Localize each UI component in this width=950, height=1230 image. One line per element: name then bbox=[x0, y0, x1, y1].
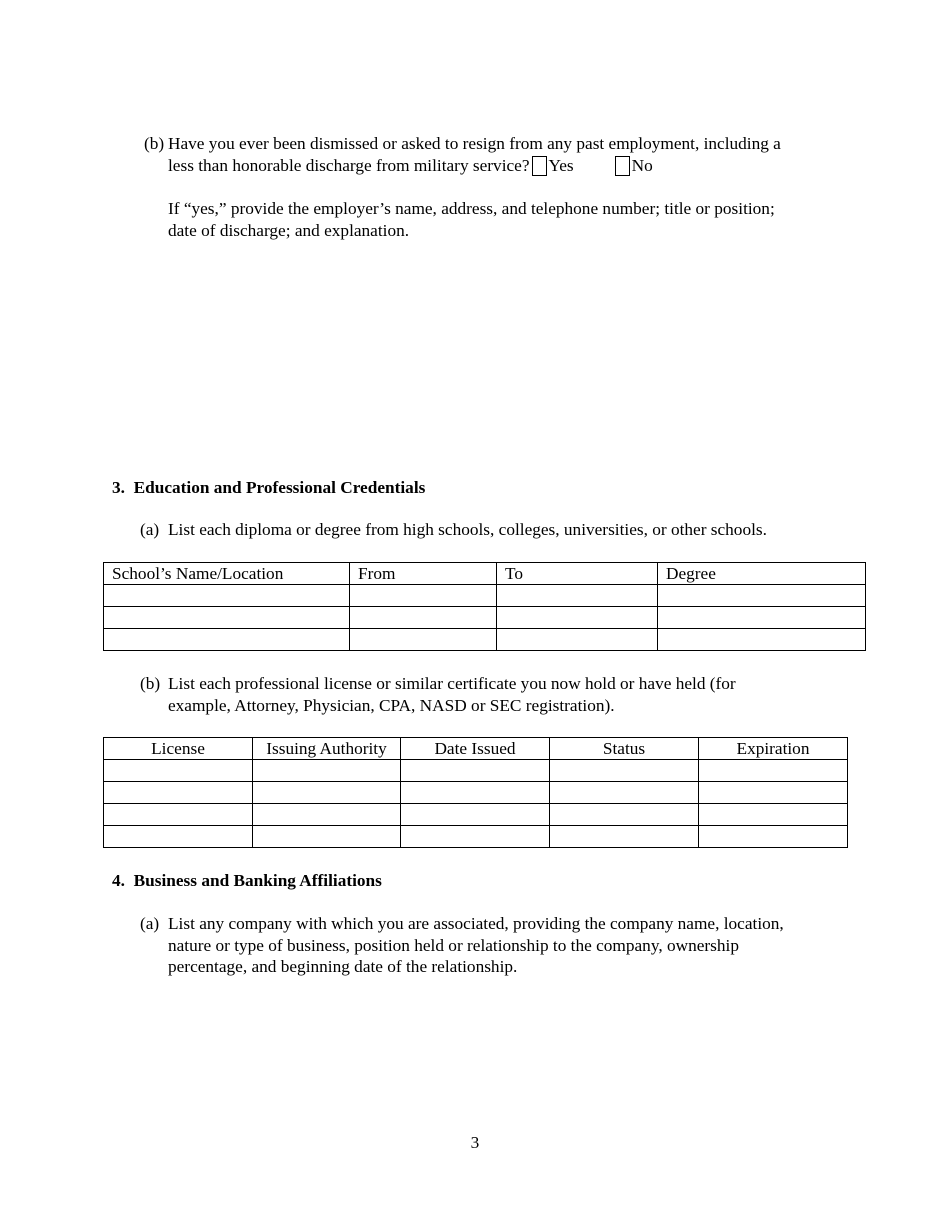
table-row bbox=[104, 826, 848, 848]
table-cell[interactable] bbox=[401, 804, 550, 826]
section4a-line2: nature or type of business, position held or relationship to the company, ownership bbox=[168, 935, 739, 955]
table-cell[interactable] bbox=[497, 607, 658, 629]
table-cell[interactable] bbox=[104, 804, 253, 826]
license-header-license: License bbox=[104, 738, 253, 760]
q2b-line2-text: less than honorable discharge from military service? bbox=[168, 155, 530, 175]
section4a-marker: (a) bbox=[140, 914, 160, 933]
table-cell[interactable] bbox=[550, 782, 699, 804]
table-cell[interactable] bbox=[401, 826, 550, 848]
license-header-date-issued: Date Issued bbox=[401, 738, 550, 760]
table-cell[interactable] bbox=[104, 760, 253, 782]
table-cell[interactable] bbox=[497, 585, 658, 607]
section3a-text: List each diploma or degree from high schools, colleges, universities, or other schools. bbox=[168, 520, 767, 539]
section3b-marker: (b) bbox=[140, 674, 161, 693]
table-cell[interactable] bbox=[550, 826, 699, 848]
section3b-line2: example, Attorney, Physician, CPA, NASD or SEC registration). bbox=[168, 695, 615, 715]
table-row bbox=[104, 782, 848, 804]
education-table bbox=[103, 562, 866, 651]
education-header-school: School’s Name/Location bbox=[104, 563, 350, 585]
license-header-issuing-authority: Issuing Authority bbox=[253, 738, 401, 760]
table-cell[interactable] bbox=[658, 629, 866, 651]
page-number: 3 bbox=[470, 1133, 480, 1152]
q2b-question bbox=[168, 133, 888, 176]
q2b-line1: Have you ever been dismissed or asked to resign from any past employment, including a bbox=[168, 134, 781, 153]
yes-label: Yes bbox=[548, 155, 574, 175]
license-header-status: Status bbox=[550, 738, 699, 760]
table-cell[interactable] bbox=[401, 760, 550, 782]
license-header-row bbox=[104, 738, 848, 760]
table-cell[interactable] bbox=[699, 826, 848, 848]
table-row bbox=[104, 607, 866, 629]
table-cell[interactable] bbox=[104, 585, 350, 607]
table-cell[interactable] bbox=[104, 629, 350, 651]
table-cell[interactable] bbox=[497, 629, 658, 651]
section3a-marker: (a) bbox=[140, 520, 160, 539]
yes-checkbox[interactable] bbox=[532, 156, 547, 176]
table-cell[interactable] bbox=[104, 782, 253, 804]
education-header-from: From bbox=[350, 563, 497, 585]
table-cell[interactable] bbox=[253, 760, 401, 782]
table-cell[interactable] bbox=[104, 826, 253, 848]
section4-heading: 4. Business and Banking Affiliations bbox=[112, 871, 382, 890]
q2b-marker: (b) bbox=[144, 134, 165, 153]
table-cell[interactable] bbox=[550, 760, 699, 782]
table-cell[interactable] bbox=[350, 607, 497, 629]
q2b-followup-line1: If “yes,” provide the employer’s name, address, and telephone number; title or position; bbox=[168, 199, 775, 218]
q2b-followup-line2: date of discharge; and explanation. bbox=[168, 220, 410, 240]
table-row bbox=[104, 629, 866, 651]
q2b-line2 bbox=[168, 155, 888, 177]
license-header-expiration: Expiration bbox=[699, 738, 848, 760]
education-header-to: To bbox=[497, 563, 658, 585]
license-table bbox=[103, 737, 848, 848]
table-cell[interactable] bbox=[699, 804, 848, 826]
table-cell[interactable] bbox=[699, 782, 848, 804]
section3b-line1: List each professional license or similar certificate you now hold or have held (for bbox=[168, 674, 736, 693]
table-cell[interactable] bbox=[658, 607, 866, 629]
education-header-row bbox=[104, 563, 866, 585]
table-cell[interactable] bbox=[350, 629, 497, 651]
table-row bbox=[104, 804, 848, 826]
table-cell[interactable] bbox=[253, 782, 401, 804]
section4a-line1: List any company with which you are associated, providing the company name, location, bbox=[168, 914, 784, 933]
table-cell[interactable] bbox=[104, 607, 350, 629]
table-cell[interactable] bbox=[253, 826, 401, 848]
section3-heading: 3. Education and Professional Credentials bbox=[112, 478, 426, 497]
table-cell[interactable] bbox=[253, 804, 401, 826]
no-label: No bbox=[631, 155, 653, 175]
table-cell[interactable] bbox=[550, 804, 699, 826]
section3b-text bbox=[168, 673, 888, 716]
table-row bbox=[104, 585, 866, 607]
table-cell[interactable] bbox=[401, 782, 550, 804]
table-row bbox=[104, 760, 848, 782]
table-cell[interactable] bbox=[699, 760, 848, 782]
section4a-line3: percentage, and beginning date of the relationship. bbox=[168, 957, 518, 976]
no-checkbox[interactable] bbox=[615, 156, 630, 176]
table-cell[interactable] bbox=[350, 585, 497, 607]
education-header-degree: Degree bbox=[658, 563, 866, 585]
section4a-text bbox=[168, 913, 888, 978]
q2b-followup bbox=[168, 198, 888, 241]
table-cell[interactable] bbox=[658, 585, 866, 607]
